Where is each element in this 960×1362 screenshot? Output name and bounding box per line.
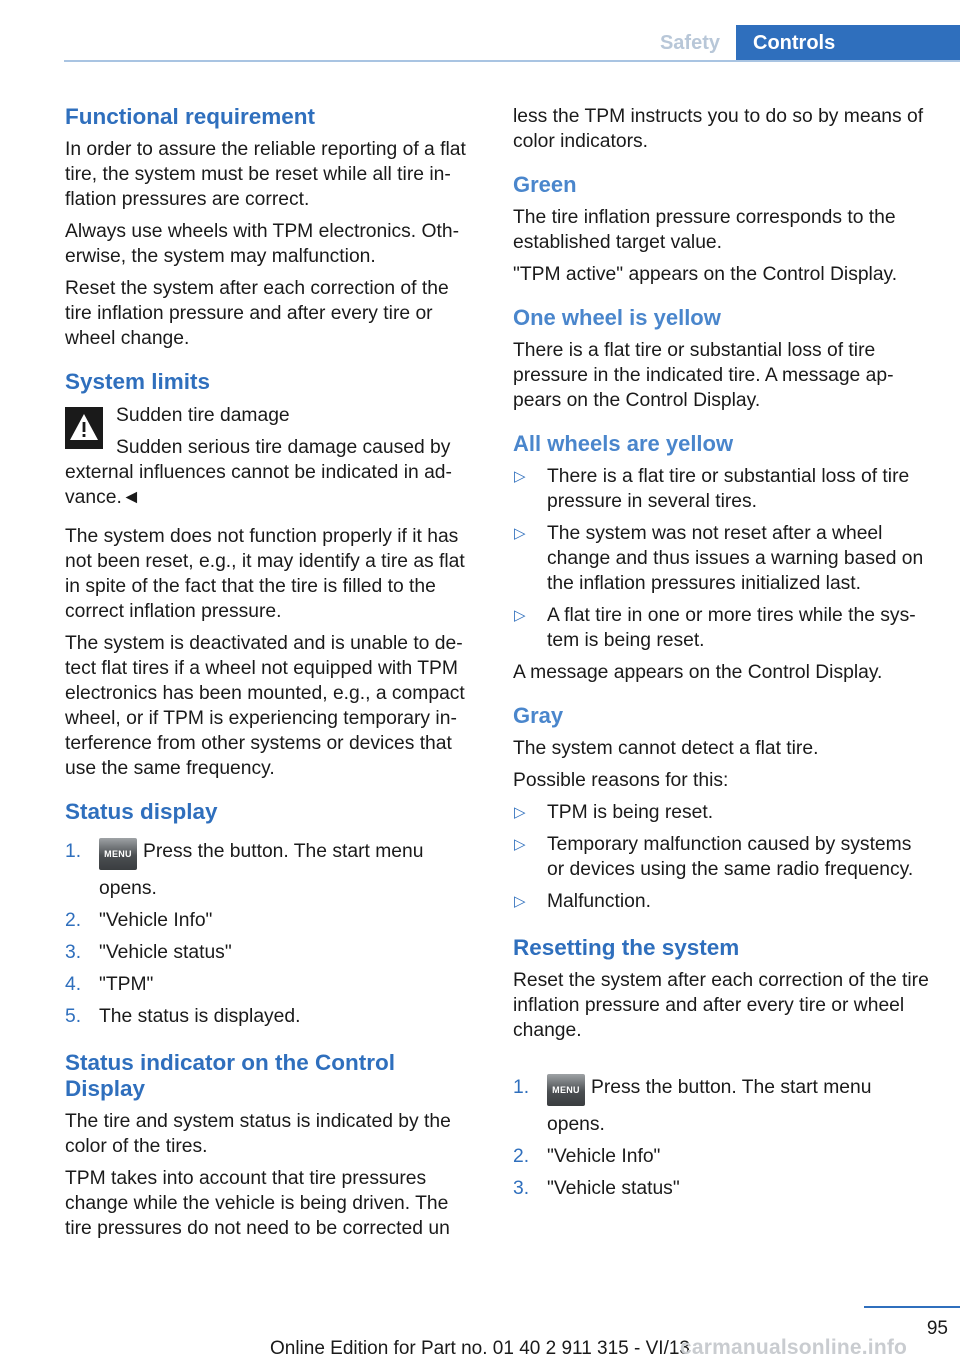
step-text: "Vehicle Info"	[547, 1146, 661, 1167]
gray-reasons-list	[513, 800, 933, 914]
bullet-triangle-icon: ▷	[514, 525, 526, 542]
warning-text: Sudden serious tire damage caused by external influences cannot be indicated in advance.◄	[65, 437, 452, 508]
menu-button-icon: MENU	[99, 838, 137, 870]
heading-resetting-the-system: Resetting the system	[513, 935, 740, 960]
step-number: 4.	[65, 974, 82, 995]
list-item-text: A flat tire in one or more tires while the system is being reset.	[547, 605, 916, 651]
paragraph: A message appears on the Control Display.	[513, 662, 883, 683]
list-item	[65, 940, 479, 965]
paragraph: Reset the system after each correction of the tire inflation pressure and after every tire or wheel change.	[65, 278, 449, 349]
tab-safety[interactable]: Safety	[659, 32, 720, 54]
paragraph: The system cannot detect a flat tire.	[513, 738, 819, 759]
list-item	[513, 889, 933, 914]
bullet-triangle-icon: ▷	[514, 804, 526, 821]
heading-functional-requirement: Functional requirement	[65, 104, 316, 129]
step-text: "Vehicle status"	[547, 1178, 680, 1199]
paragraph: The tire and system status is indicated by the color of the tires.	[65, 1111, 451, 1157]
warning-title: Sudden tire damage	[116, 405, 290, 426]
list-item	[65, 908, 479, 933]
page-number-rule	[864, 1306, 960, 1308]
watermark: carmanualsonline.info	[680, 1336, 908, 1359]
paragraph: less the TPM instructs you to do so by means of color indicators.	[513, 106, 924, 152]
step-text: Press the button. The start menu opens.	[99, 841, 424, 899]
paragraph: "TPM active" appears on the Control Display.	[513, 264, 898, 285]
step-number: 3.	[65, 942, 82, 963]
list-item-text: Malfunction.	[547, 891, 651, 912]
list-item	[513, 800, 933, 825]
list-item	[513, 1176, 933, 1201]
reset-steps-list	[513, 1075, 933, 1201]
list-item	[513, 832, 933, 882]
warning-triangle-icon	[65, 407, 103, 449]
step-number: 3.	[513, 1178, 530, 1199]
warning-notice	[65, 395, 479, 460]
left-column	[65, 104, 479, 1241]
paragraph: The tire inflation pressure corresponds to the established target value.	[513, 207, 896, 253]
list-item	[65, 972, 479, 997]
paragraph: There is a flat tire or substantial loss of tire pressure in the indicated tire. A message appears on the Control Display.	[513, 340, 894, 411]
list-item-text: There is a flat tire or substantial loss of tire pressure in several tires.	[547, 466, 910, 512]
header-divider	[64, 60, 960, 62]
tab-controls[interactable]: Controls	[736, 25, 960, 62]
list-item	[513, 603, 933, 653]
paragraph: The system does not function properly if it has not been reset, e.g., it may identify a tire as flat in spite of the fact that the tire is filled to the correct inflation pressure.	[65, 526, 465, 622]
heading-system-limits: System limits	[65, 369, 211, 394]
step-number: 5.	[65, 1006, 82, 1027]
list-item-text: The system was not reset after a wheel change and thus issues a warning based on the inflation pressures initialized last.	[547, 523, 924, 594]
list-item-text: TPM is being reset.	[547, 802, 714, 823]
step-text: "Vehicle status"	[99, 942, 232, 963]
list-item	[513, 464, 933, 514]
heading-all-wheels-yellow: All wheels are yellow	[513, 431, 734, 456]
step-number: 2.	[513, 1146, 530, 1167]
list-item	[513, 521, 933, 596]
paragraph: In order to assure the reliable reporting of a flat tire, the system must be reset while all tire inflation pressures are correct.	[65, 139, 466, 210]
bullet-triangle-icon: ▷	[514, 893, 526, 910]
menu-button-icon: MENU	[547, 1074, 585, 1106]
step-text: Press the button. The start menu opens.	[547, 1077, 872, 1135]
edition-footer: Online Edition for Part no. 01 40 2 911 315 - VI/13	[269, 1338, 691, 1359]
heading-one-wheel-yellow: One wheel is yellow	[513, 305, 721, 330]
all-yellow-list	[513, 464, 933, 653]
list-item-text: Temporary malfunction caused by systems or devices using the same radio frequency.	[547, 834, 914, 880]
heading-gray: Gray	[513, 703, 564, 728]
step-text: "TPM"	[99, 974, 154, 995]
step-text: The status is displayed.	[99, 1006, 301, 1027]
step-number: 1.	[65, 841, 82, 862]
paragraph: Always use wheels with TPM electronics. Otherwise, the system may malfunction.	[65, 221, 459, 267]
paragraph: TPM takes into account that tire pressures change while the vehicle is being driven. The tire pressures do not need to be corrected un	[65, 1168, 450, 1239]
step-text: "Vehicle Info"	[99, 910, 213, 931]
warning-text-line	[116, 435, 479, 460]
paragraph: Possible reasons for this:	[513, 770, 729, 791]
list-item	[513, 1075, 933, 1137]
page-number: 95	[926, 1318, 948, 1339]
heading-status-display: Status display	[65, 799, 218, 824]
bullet-triangle-icon: ▷	[514, 607, 526, 624]
step-number: 1.	[513, 1077, 530, 1098]
step-number: 2.	[65, 910, 82, 931]
heading-status-indicator: Status indicator on the Control Display	[65, 1050, 395, 1101]
paragraph: The system is deactivated and is unable to detect flat tires if a wheel not equipped with TPM electronics has been mounted, e.g., a compact wheel, or if TPM is experiencing temporary interference from other systems or devices that use the same frequency.	[65, 633, 465, 779]
bullet-triangle-icon: ▷	[514, 468, 526, 485]
right-column	[513, 104, 933, 1208]
paragraph: Reset the system after each correction of the tire inflation pressure and after every tire or wheel change.	[513, 970, 929, 1041]
list-item	[65, 1004, 479, 1029]
list-item	[65, 839, 479, 901]
heading-green: Green	[513, 172, 577, 197]
list-item	[513, 1144, 933, 1169]
bullet-triangle-icon: ▷	[514, 836, 526, 853]
status-steps-list	[65, 839, 479, 1029]
